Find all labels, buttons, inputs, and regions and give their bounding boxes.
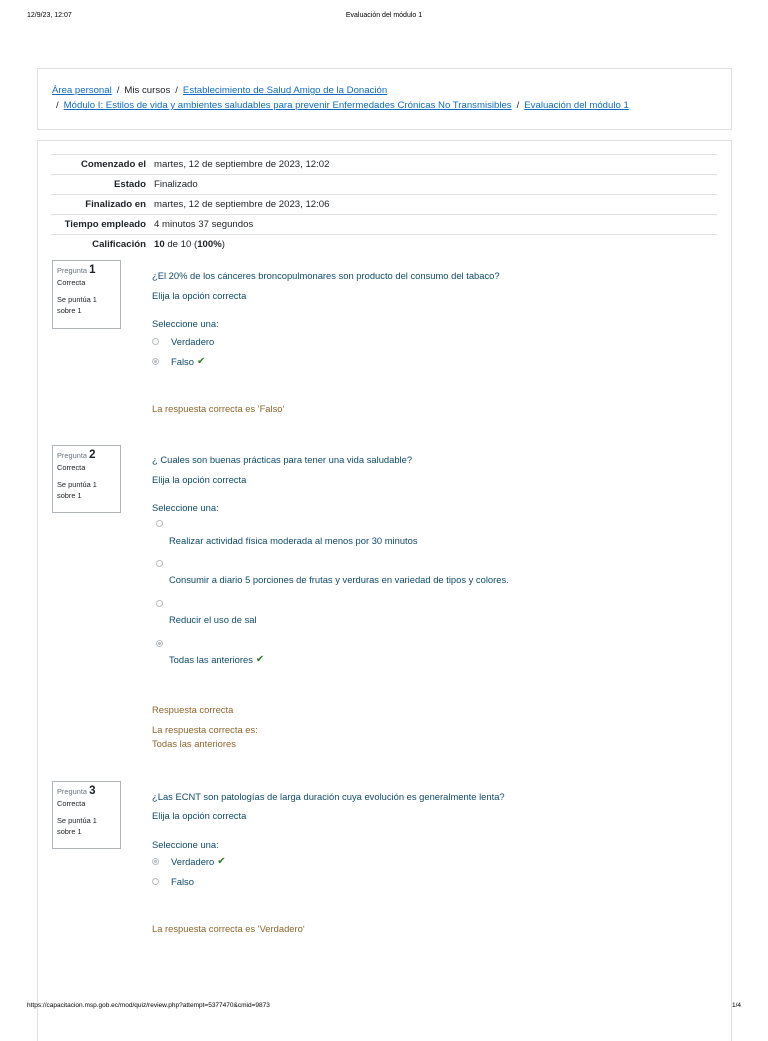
- summary-label: Tiempo empleado: [51, 215, 150, 235]
- question-instruction: Elija la opción correcta: [152, 290, 247, 301]
- breadcrumb-separator: /: [516, 100, 520, 111]
- attempt-summary-table: [51, 154, 717, 254]
- select-one-label: Seleccione una:: [152, 502, 219, 513]
- summary-row-calificacion: [51, 235, 717, 255]
- question-label: Pregunta: [57, 787, 87, 796]
- question-label: Pregunta: [57, 451, 87, 460]
- print-header: [0, 0, 768, 30]
- select-one-label: Seleccione una:: [152, 839, 219, 850]
- print-url: https://capacitacion.msp.gob.ec/mod/quiz/review.php?attempt=5377470&cmid=9873: [27, 1002, 270, 1009]
- breadcrumb: [37, 68, 732, 130]
- answer-label: Verdadero: [171, 856, 215, 867]
- print-page-number: 1/4: [731, 1002, 741, 1009]
- breadcrumb-separator: /: [116, 85, 120, 96]
- summary-label: Calificación: [51, 235, 150, 255]
- right-answer-feedback: La respuesta correcta es 'Falso': [152, 403, 285, 414]
- right-answer-feedback: La respuesta correcta es 'Verdadero': [152, 923, 305, 934]
- radio-circle-selected[interactable]: [156, 640, 163, 647]
- breadcrumb-line-1: [52, 85, 387, 96]
- question-info-3: [52, 781, 121, 849]
- summary-label: Comenzado el: [51, 155, 150, 175]
- grade-percent: 100%: [197, 239, 222, 250]
- breadcrumb-establecimiento[interactable]: Establecimiento de Salud Amigo de la Donación: [182, 85, 388, 96]
- answer-label[interactable]: Consumir a diario 5 porciones de frutas y verduras en variedad de tipos y colores.: [169, 574, 509, 585]
- specific-feedback: Respuesta correcta: [152, 704, 234, 715]
- radio-button[interactable]: [152, 878, 159, 885]
- question-state: Correcta: [57, 278, 86, 287]
- question-text: ¿Las ECNT son patologías de larga duración cuya evolución es generalmente lenta?: [152, 791, 505, 802]
- summary-value: 4 minutos 37 segundos: [150, 215, 717, 235]
- radio-button-selected[interactable]: [152, 858, 159, 865]
- radio-button[interactable]: [156, 560, 163, 567]
- radio-circle[interactable]: [156, 520, 163, 527]
- answer-label: Falso: [171, 356, 194, 367]
- breadcrumb-line-2: [52, 100, 629, 111]
- check-icon: ✔: [255, 654, 265, 665]
- summary-value: [150, 235, 717, 255]
- question-state: Correcta: [57, 463, 86, 472]
- answer-label: Verdadero: [171, 336, 215, 347]
- radio-button[interactable]: [156, 600, 163, 607]
- grade-score: 10: [154, 239, 165, 250]
- question-instruction: Elija la opción correcta: [152, 810, 247, 821]
- question-label: Pregunta: [57, 266, 87, 275]
- answer-option-selected[interactable]: [169, 654, 264, 665]
- breadcrumb-separator: /: [175, 85, 178, 96]
- check-icon: ✔: [217, 856, 226, 867]
- question-info-2: [52, 445, 121, 513]
- print-title: Evaluación del módulo 1: [345, 12, 423, 19]
- answer-option-selected[interactable]: [152, 856, 226, 867]
- answer-option[interactable]: [152, 336, 214, 347]
- check-icon: ✔: [196, 356, 206, 367]
- breadcrumb-separator: /: [56, 100, 59, 111]
- breadcrumb-mis-cursos: Mis cursos: [124, 85, 171, 96]
- radio-button-selected[interactable]: [156, 640, 163, 647]
- answer-option-selected[interactable]: [152, 356, 205, 367]
- summary-row-finalizado: [51, 195, 717, 215]
- answer-label[interactable]: Realizar actividad física moderada al menos por 30 minutos: [169, 535, 418, 546]
- radio-circle[interactable]: [156, 600, 163, 607]
- summary-row-tiempo: [51, 215, 717, 235]
- right-answer-value: Todas las anteriores: [152, 738, 236, 749]
- summary-value: martes, 12 de septiembre de 2023, 12:06: [150, 195, 717, 215]
- summary-value: martes, 12 de septiembre de 2023, 12:02: [150, 155, 717, 175]
- question-info-1: [52, 260, 121, 329]
- summary-label: Estado: [51, 175, 150, 195]
- grade-close: ): [221, 239, 225, 250]
- breadcrumb-area-personal[interactable]: Área personal: [52, 85, 112, 96]
- grade-of: de 10 (: [164, 239, 198, 250]
- answer-option[interactable]: [152, 876, 194, 887]
- radio-button[interactable]: [152, 338, 159, 345]
- select-one-label: Seleccione una:: [152, 318, 219, 329]
- question-text: ¿ Cuales son buenas prácticas para tener una vida saludable?: [152, 454, 413, 465]
- question-grade: Se puntúa 1 sobre 1: [57, 816, 97, 836]
- answer-label[interactable]: Reducir el uso de sal: [169, 614, 257, 625]
- radio-button-selected[interactable]: [152, 358, 159, 365]
- print-datetime: 12/9/23, 12:07: [27, 12, 72, 19]
- question-grade: Se puntúa 1 sobre 1: [57, 295, 97, 315]
- summary-row-estado: [51, 175, 717, 195]
- radio-button[interactable]: [156, 520, 163, 527]
- question-number: 2: [89, 449, 96, 461]
- summary-value: Finalizado: [150, 175, 717, 195]
- answer-label: Falso: [171, 876, 194, 887]
- question-number: 3: [89, 785, 96, 797]
- breadcrumb-evaluacion[interactable]: Evaluación del módulo 1: [524, 100, 629, 111]
- answer-label: Todas las anteriores: [169, 654, 253, 665]
- question-text: ¿El 20% de los cánceres broncopulmonares son producto del consumo del tabaco?: [152, 270, 500, 281]
- breadcrumb-modulo[interactable]: Módulo I: Estilos de vida y ambientes saludables para prevenir Enfermedades Crónicas No Transmisibles: [63, 100, 512, 111]
- question-grade: Se puntúa 1 sobre 1: [57, 480, 97, 500]
- question-number: 1: [89, 264, 96, 276]
- summary-label: Finalizado en: [51, 195, 150, 215]
- question-instruction: Elija la opción correcta: [152, 474, 247, 485]
- radio-circle[interactable]: [156, 560, 163, 567]
- right-answer-feedback: La respuesta correcta es:: [152, 724, 258, 735]
- question-state: Correcta: [57, 799, 86, 808]
- summary-row-comenzado: [51, 155, 717, 175]
